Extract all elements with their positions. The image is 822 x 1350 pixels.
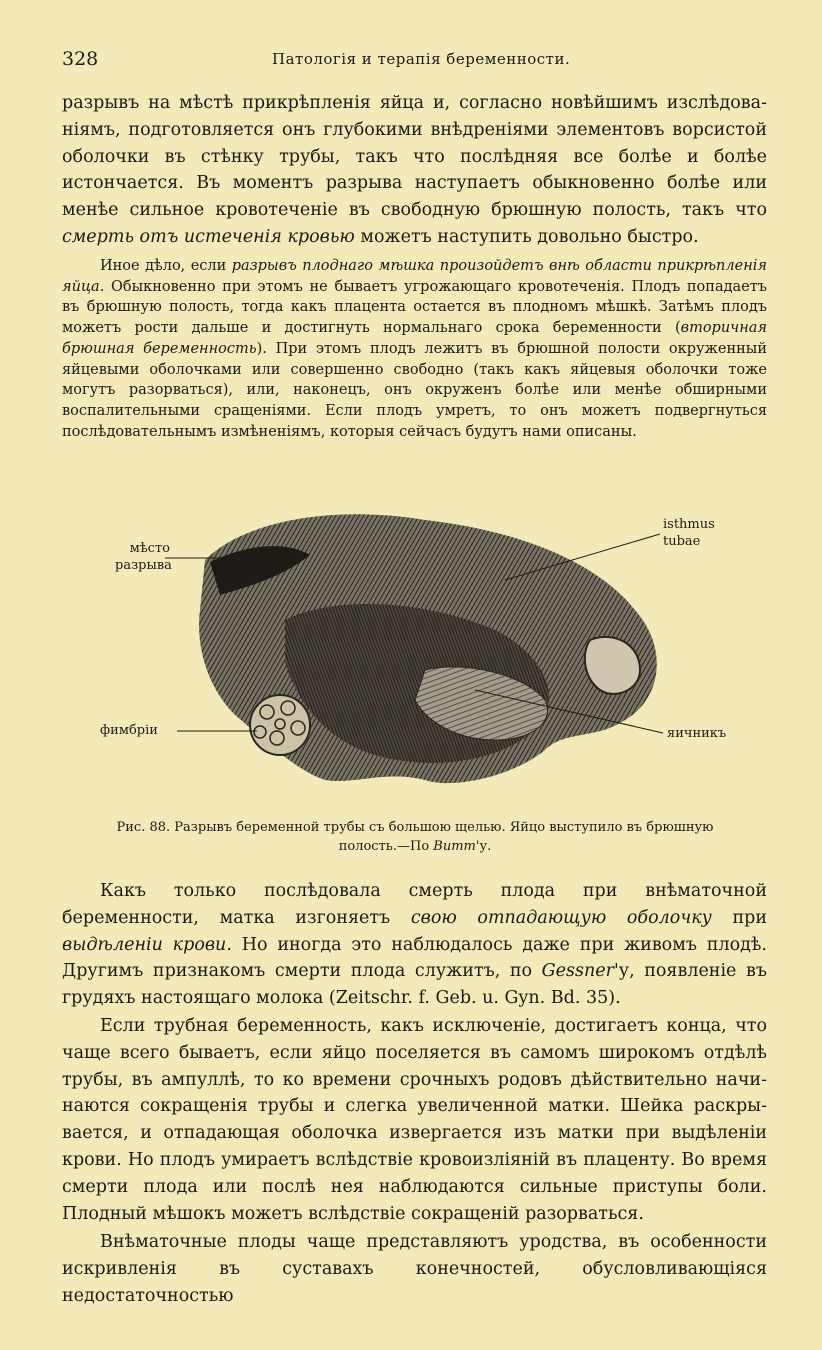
emphasis-gessner: Gessner — [541, 961, 614, 982]
label-ovary: яичникъ — [667, 726, 727, 741]
caption-author: Витт — [433, 839, 476, 854]
paragraph-secondary-abdominal-pregnancy: Иное дѣло, если разрывъ плоднаго мѣшка произойдетъ внѣ области прикрѣпленія яйца. Обыкновенно при этомъ не бываетъ угрожающаго кровотеченія. Плодъ попадаетъ въ брюшную полость, тогда какъ плацента остается въ плодномъ мѣшкѣ. Затѣмъ плодъ можетъ рости дальше и достигнуть нормальнаго срока беременности (вторичная брюшная беременность). При этомъ плодъ лежитъ въ брюшной полости окруженный яйцевыми оболочками или совершенно свободно (такъ какъ яйцевыя оболочки тоже могутъ разорваться), или, наконецъ, онъ окруженъ болѣе или менѣе обширными воспалительными сращеніями. Если плодъ умретъ, то онъ можетъ подвергнуться послѣдовательнымъ измѣненіямъ, которыя сейчасъ будутъ нами описаны. — [62, 258, 767, 440]
emphasis-secondary-abdominal: вторичная брюшная беременность — [62, 320, 767, 357]
paragraph-malformations: Внѣматочные плоды чаще представляютъ уродства, въ особенности искривленія въ суставахъ конечностей, обусловливающіяся недостаточностью — [62, 1232, 767, 1306]
paragraph-term-tubal-pregnancy: Если трубная беременность, какъ исключеніе, достигаетъ конца, что чаще всего бываетъ, если яйцо поселяется въ самомъ широкомъ отдѣлѣ трубы, въ ампуллѣ, то ко времени срочныхъ родовъ дѣйствительно начинаются сокращенія трубы и слегка увеличенной матки. Шейка раскрывается, и отпадающая оболочка извергается изъ матки при выдѣленіи крови. Но плодъ умираетъ вслѣдствіе кровоизліяній въ плаценту. Во время смерти плода или послѣ нея наблюдаются сильные приступы боли. Плодный мѣшокъ можетъ вслѣдствіе сокращеній разорваться. — [62, 1016, 767, 1224]
figure-caption: Рис. 88. Разрывъ беременной трубы съ большою щелью. Яйцо выступило въ брюшную полость.—По Витт'у. — [116, 820, 714, 854]
figure-88-ruptured-tube — [95, 500, 745, 800]
ruptured-tube-illustration — [95, 500, 745, 800]
paragraph-fetal-death-signs: Какъ только послѣдовала смерть плода при внѣматочной беременности, матка изгоняетъ свою отпадающую оболочку при выдѣленіи крови. Но иногда это наблюдалось даже при живомъ плодѣ. Другимъ признакомъ смерти плода служитъ, по Gessner'у, появленіе въ грудяхъ настоящаго молока (Zeitschr. f. Geb. u. Gyn. Bd. 35). — [62, 881, 767, 1009]
emphasis-sac-rupture: разрывъ плоднаго мѣшка произойдетъ внѣ области прикрѣпленія яйца. — [62, 258, 767, 295]
fimbriae-tuft — [250, 695, 310, 755]
page-header — [62, 48, 768, 72]
label-isthmus-tubae: isthmus tubae — [663, 517, 715, 549]
running-head: Патологія и терапія беременности. — [272, 50, 571, 68]
emphasis-bleeding: выдѣленіи крови. — [62, 934, 232, 955]
label-rupture-site: мѣсто разрыва — [115, 541, 172, 573]
emphasis-decidua: свою отпадающую оболочку — [410, 907, 712, 928]
page-number: 328 — [62, 48, 99, 70]
paragraph-rupture-hemorrhage: разрывъ на мѣстѣ прикрѣпленія яйца и, согласно новѣйшимъ изслѣдованіямъ, подготовляется онъ глубокими внѣдреніями элементовъ ворсистой оболочки въ стѣнку трубы, такъ что послѣдняя все болѣе и болѣе истончается. Въ моментъ разрыва наступаетъ обыкновенно болѣе или менѣе сильное кровотеченіе въ свободную брюшную полость, такъ что смерть отъ истеченія кровью можетъ наступить довольно быстро. — [62, 93, 767, 247]
label-fimbriae: фимбріи — [100, 723, 158, 738]
emphasis-death-by-bleeding: смерть отъ истеченія кровью — [62, 226, 355, 247]
